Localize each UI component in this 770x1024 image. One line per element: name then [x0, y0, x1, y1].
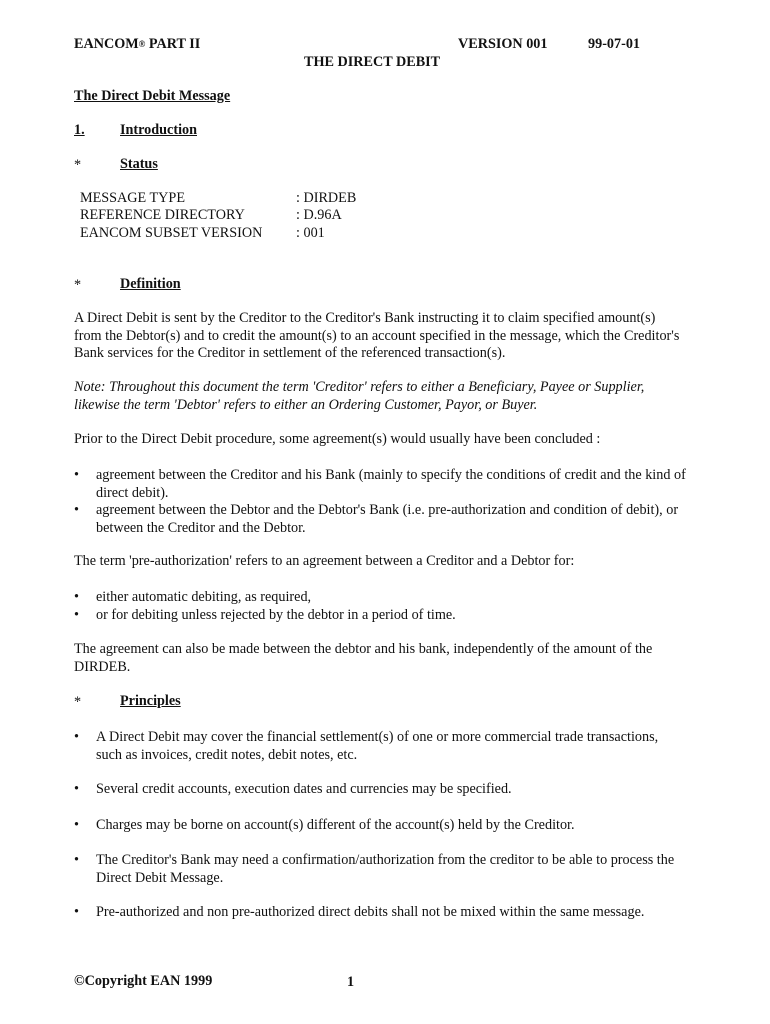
registered-mark: ®	[138, 39, 146, 49]
definition-marker: *	[74, 277, 82, 293]
list-item: or for debiting unless rejected by the debtor in a period of time.	[96, 607, 456, 623]
status-value: : D.96A	[296, 207, 342, 223]
doc-title: The Direct Debit Message	[74, 88, 231, 104]
definition-paragraph: A Direct Debit is sent by the Creditor to the Creditor's Bank instructing it to claim specified amount(s) from the Debtor(s) and to credit the amount(s) to an account specified in the message, which the Creditor's Bank services for the Creditor in settlement of the referenced transaction(s).	[74, 310, 680, 362]
bullet-dot: •	[74, 817, 79, 833]
section-number: 1.	[74, 122, 85, 138]
definition-paragraph: The term 'pre-authorization' refers to an agreement between a Creditor and a Debtor for:	[74, 553, 575, 569]
bullet-dot: •	[74, 904, 79, 920]
status-value: : DIRDEB	[296, 190, 357, 206]
footer-copyright: ©Copyright EAN 1999	[74, 973, 213, 989]
header-brand: EANCOM	[74, 36, 139, 52]
status-value: : 001	[296, 225, 325, 241]
header-doc-name	[74, 36, 200, 54]
header-subtitle: THE DIRECT DEBIT	[304, 54, 441, 70]
bullet-dot: •	[74, 607, 79, 623]
bullet-dot: •	[74, 852, 79, 868]
status-key: REFERENCE DIRECTORY	[80, 207, 245, 223]
definition-paragraph: The agreement can also be made between the debtor and his bank, independently of the amount of the DIRDEB.	[74, 641, 653, 675]
list-item: The Creditor's Bank may need a confirmation/authorization from the creditor to be able to process the Direct Debit Message.	[96, 852, 675, 886]
bullet-dot: •	[74, 467, 79, 483]
status-heading: Status	[120, 156, 158, 172]
header-version: VERSION 001	[458, 36, 548, 52]
list-item: agreement between the Debtor and the Debtor's Bank (i.e. pre-authorization and condition of debit), or between the Creditor and the Debtor.	[96, 502, 679, 536]
list-item: Charges may be borne on account(s) different of the account(s) held by the Creditor.	[96, 817, 575, 833]
header-date: 99-07-01	[588, 36, 641, 52]
page-number: 1	[347, 974, 355, 990]
header-part: PART II	[145, 36, 201, 52]
definition-note: Note: Throughout this document the term 'Creditor' refers to either a Beneficiary, Payee or Supplier, likewise the term 'Debtor' refers to either an Ordering Customer, Payor, or Buyer.	[74, 379, 645, 413]
list-item: A Direct Debit may cover the financial settlement(s) of one or more commercial trade transactions, such as invoices, credit notes, debit notes, etc.	[96, 729, 659, 763]
status-key: EANCOM SUBSET VERSION	[80, 225, 263, 241]
principles-marker: *	[74, 694, 82, 710]
bullet-dot: •	[74, 781, 79, 797]
bullet-dot: •	[74, 589, 79, 605]
list-item: either automatic debiting, as required,	[96, 589, 312, 605]
bullet-dot: •	[74, 729, 79, 745]
definition-paragraph: Prior to the Direct Debit procedure, some agreement(s) would usually have been concluded :	[74, 431, 601, 447]
principles-heading: Principles	[120, 693, 181, 709]
status-marker: *	[74, 157, 82, 173]
list-item: agreement between the Creditor and his Bank (mainly to specify the conditions of credit and the kind of direct debit).	[96, 467, 686, 501]
section-title: Introduction	[120, 122, 197, 138]
list-item: Pre-authorized and non pre-authorized direct debits shall not be mixed within the same message.	[96, 904, 645, 920]
status-key: MESSAGE TYPE	[80, 190, 185, 206]
bullet-dot: •	[74, 502, 79, 518]
list-item: Several credit accounts, execution dates and currencies may be specified.	[96, 781, 512, 797]
definition-heading: Definition	[120, 276, 181, 292]
